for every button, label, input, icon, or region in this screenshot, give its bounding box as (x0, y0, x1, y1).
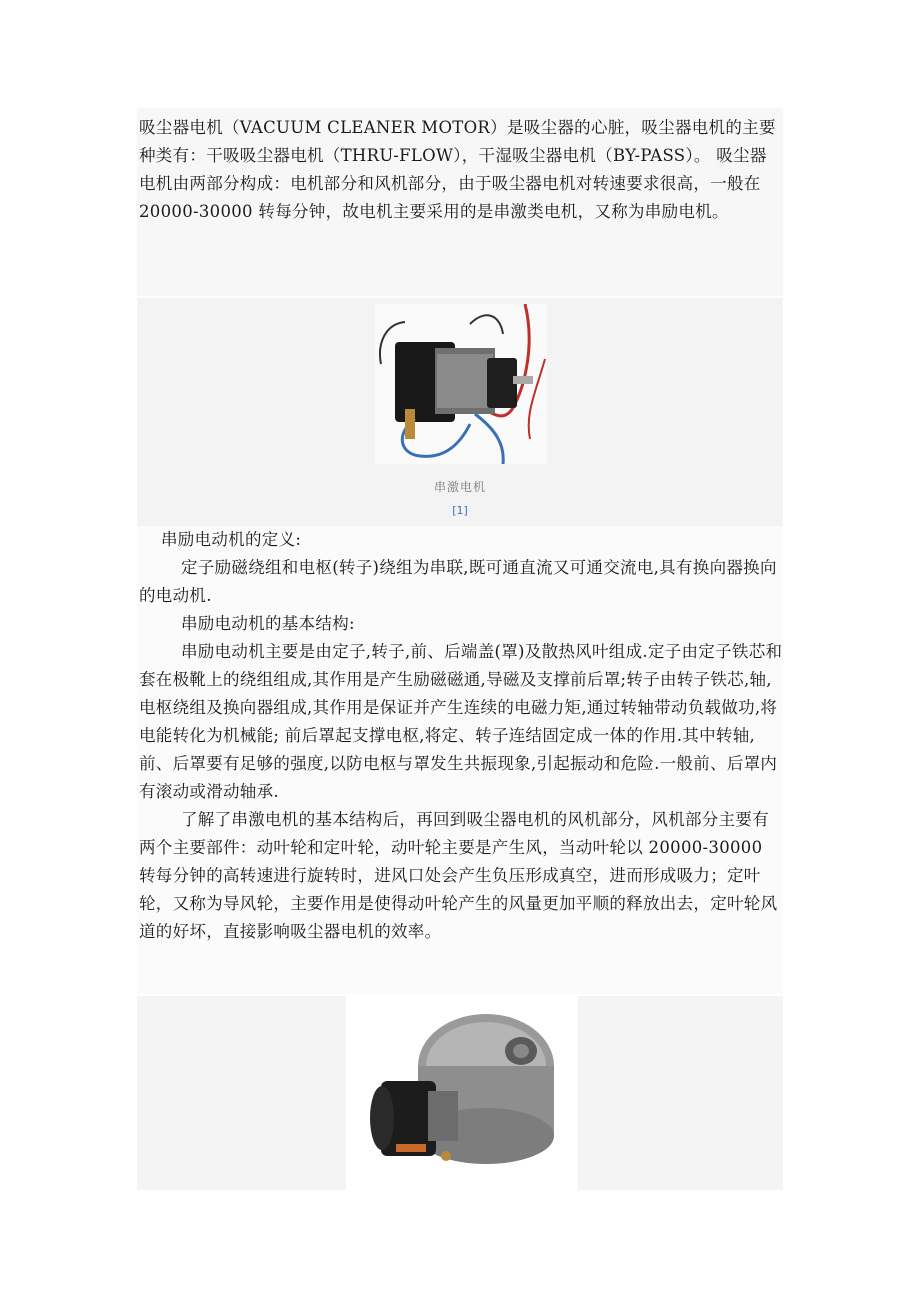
structure-paragraph: 串励电动机主要是由定子,转子,前、后端盖(罩)及散热风叶组成.定子由定子铁芯和套在极靴上的绕组组成,其作用是产生励磁磁通,导磁及支撑前后罩;转子由转子铁芯,轴,电枢绕组及换向器组成,其作用是保证并产生连续的电磁力矩,通过转轴带动负载做功,将电能转化为机械能; 前后罩起支撑电枢,将定、转子连结固定成一体的作用.其中转轴,前、后罩要有足够的强度,以防电枢与罩发生共振现象,引起振动和危险.一般前、后罩内有滚动或滑动轴承. (139, 642, 783, 801)
body-section (137, 526, 783, 994)
figure-reference-link[interactable]: [1] (452, 504, 468, 517)
series-motor-image (375, 304, 547, 464)
definition-paragraph: 定子励磁绕组和电枢(转子)绕组为串联,既可通直流又可通交流电,具有换向器换向的电动机. (139, 558, 777, 605)
definition-heading: 串励电动机的定义: (161, 530, 302, 549)
figure-vacuum-motor (137, 996, 783, 1190)
intro-paragraph: 吸尘器电机（VACUUM CLEANER MOTOR）是吸尘器的心脏，吸尘器电机的主要种类有：干吸吸尘器电机（THRU-FLOW），干湿吸尘器电机（BY-PASS）。 吸尘器电机由两部分构成：电机部分和风机部分，由于吸尘器电机对转速要求很高，一般在 20000-30000 转每分钟，故电机主要采用的是串激类电机，又称为串励电机。 (139, 118, 776, 221)
figure-caption: 串激电机 (433, 480, 486, 494)
fan-paragraph: 了解了串激电机的基本结构后，再回到吸尘器电机的风机部分，风机部分主要有两个主要部件：动叶轮和定叶轮，动叶轮主要是产生风，当动叶轮以 20000-30000 转每分钟的高转速进行旋转时，进风口处会产生负压形成真空，进而形成吸力；定叶轮，又称为导风轮，主要作用是使得动叶轮产生的风量更加平顺的释放出去，定叶轮风道的好坏，直接影响吸尘器电机的效率。 (139, 810, 778, 941)
figure-series-motor (137, 298, 783, 526)
structure-heading: 串励电动机的基本结构: (181, 614, 355, 633)
vacuum-motor-image (346, 996, 578, 1190)
intro-panel (137, 108, 783, 296)
